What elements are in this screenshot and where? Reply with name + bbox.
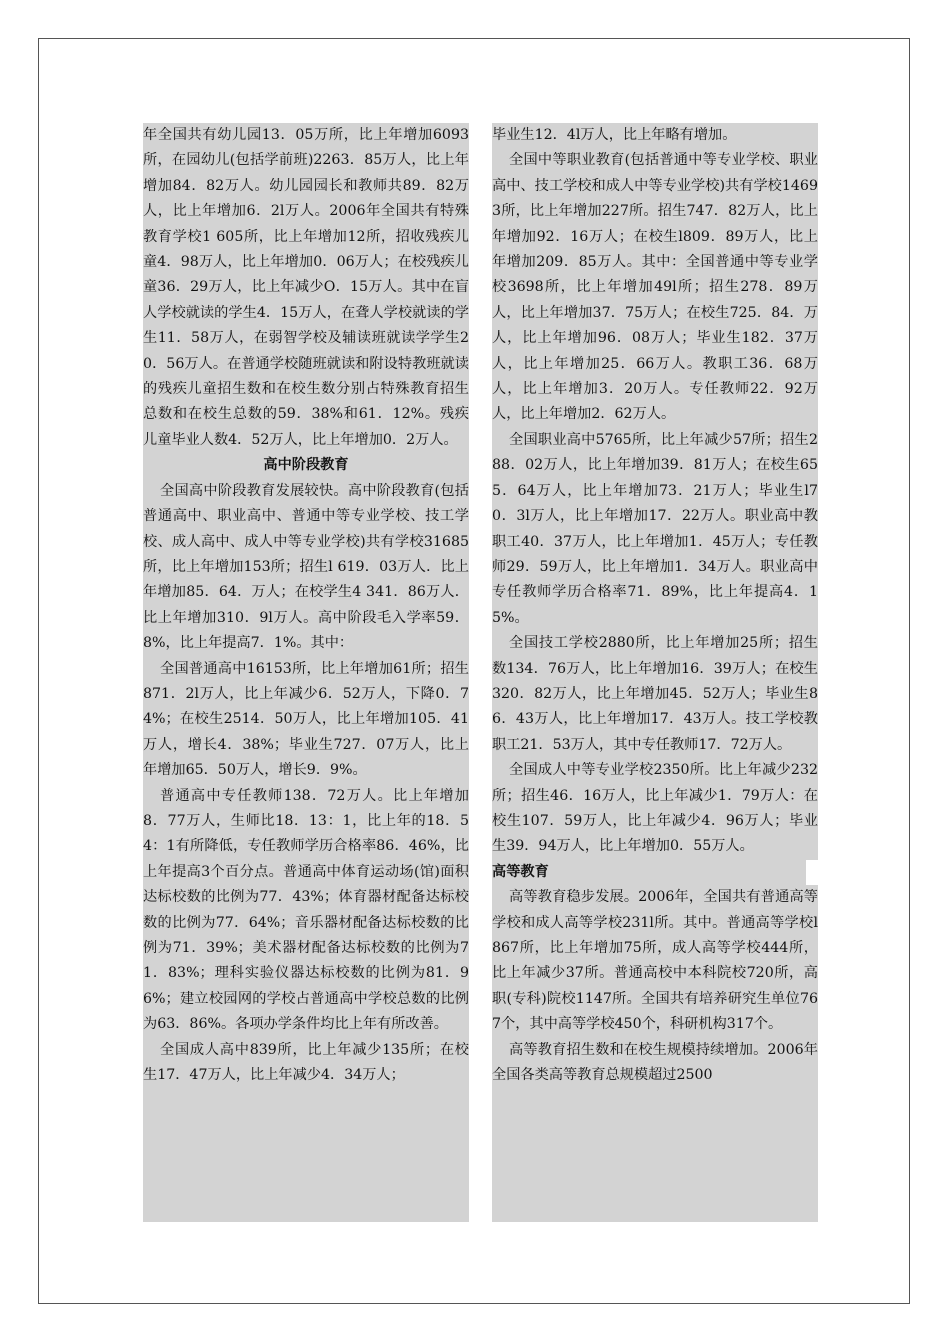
paragraph-high-school-teachers: 普通高中专任教师138．72万人。比上年增加8．77万人，生师比18．13：1，比上年的18．54：1有所降低，专任教师学历合格率86．46%，比上年提高3个百分点。普通高中体育运动场(馆)面积达标校数的比例为77．43%；体育器材配备达标校数的比例为77．64%；音乐器材配备达标校数的比例为71．39%；美术器材配备达标校数的比例为71．83%；理科实验仪器达标校数的比例为81．96%；建立校园网的学校占普通高中学校总数的比例为63．86%。各项办学条件均比上年有所改善。 bbox=[143, 787, 469, 1033]
section-heading-senior-secondary: 高中阶段教育 bbox=[263, 457, 349, 474]
right-column bbox=[492, 123, 818, 1222]
highlight-gap bbox=[806, 860, 818, 885]
section-heading-higher-education-label: 高等教育 bbox=[492, 863, 549, 880]
paragraph-adult-high-school-graduates: 毕业生12．4l万人，比上年略有增加。 bbox=[492, 127, 737, 143]
paragraph-adult-high-school: 全国成人高中839所，比上年减少135所；在校生17．47万人，比上年减少4．34万人； bbox=[143, 1041, 469, 1084]
paragraph-higher-education-overview: 高等教育稳步发展。2006年，全国共有普通高等学校和成人高等学校231l所。其中。普通高等学校l867所，比上年增加75所，成人高等学校444所，比上年减少37所。普通高校中本科院校720所，高职(专科)院校1147所。全国共有培养研究生单位767个，其中高等学校450个，科研机构317个。 bbox=[492, 889, 818, 1033]
paragraph-secondary-vocational: 全国中等职业教育(包括普通中等专业学校、职业高中、技工学校和成人中等专业学校)共有学校14693所，比上年增加227所。招生747．82万人，比上年增加92．16万人；在校生l809．89万人，比上年增加209．85万人。其中：全国普通中等专业学校3698所，比上年增加49l所；招生278．89万人，比上年增加37．75万人；在校生725．84．万人，比上年增加96．08万人；毕业生182．37万人，比上年增加25．66万人。教职工36．68万人，比上年增加3．20万人。专任教师22．92万人，比上年增加2．62万人。 bbox=[492, 152, 818, 423]
paragraph-general-high-school: 全国普通高中16153所，比上年增加61所；招生871．2l万人，比上年减少6．52万人，下降0．74%；在校生2514．50万人，比上年增加105．41万人，增长4．38%；毕业生727．07万人，比上年增加65．50万人，增长9．9%。 bbox=[143, 660, 469, 779]
paragraph-vocational-high-school: 全国职业高中5765所，比上年减少57所；招生288．02万人，比上年增加39．81万人；在校生655．64万人，比上年增加73．21万人；毕业生l70．3l万人，比上年增加17．22万人。职业高中教职工40．37万人，比上年增加1．45万人；专任教师29．59万人，比上年增加1．34万人。职业高中专任教师学历合格率71．89%，比上年提高4．15%。 bbox=[492, 431, 818, 626]
section-heading-higher-education bbox=[492, 860, 818, 885]
paragraph-adult-secondary-specialized: 全国成人中等专业学校2350所。比上年减少232所；招生46．16万人，比上年减少1．79万人：在校生107．59万人，比上年减少4．96万人；毕业生39．94万人，比上年增加0．55万人。 bbox=[492, 762, 818, 855]
left-column bbox=[143, 123, 469, 1222]
paragraph-higher-education-enrollment: 高等教育招生数和在校生规模持续增加。2006年全国各类高等教育总规模超过2500 bbox=[492, 1041, 818, 1084]
paragraph-senior-secondary-overview: 全国高中阶段教育发展较快。高中阶段教育(包括普通高中、职业高中、普通中等专业学校、技工学校、成人高中、成人中等专业学校)共有学校31685所，比上年增加153所；招生l 619．03万人．比上年增加85．64．万人；在校学生4 341．86万人．比上年增加310．9l万人。高中阶段毛入学率59．8%，比上年提高7．1%。其中： bbox=[143, 482, 469, 652]
paragraph-technical-schools: 全国技工学校2880所，比上年增加25所；招生数134．76万人，比上年增加16．39万人；在校生320．82万人，比上年增加45．52万人；毕业生86．43万人，比上年增加17．43万人。技工学校教职工21．53万人，其中专任教师17．72万人。 bbox=[492, 635, 818, 753]
paragraph-kindergarten-special-education: 年全国共有幼儿园13．05万所，比上年增加6093所，在园幼儿(包括学前班)2263．85万人，比上年增加84．82万人。幼儿园园长和教师共89．82万人，比上年增加6．2l万人。2006年全国共有特殊教育学校1 605所，比上年增加12所，招收残疾儿童4．98万人，比上年增加0．06万人；在校残疾儿童36．29万人，比上年减少O．15万人。其中在盲人学校就读的学生4．15万人，在聋人学校就读的学生11．58万人，在弱智学校及辅读班就读学学生20．56万人。在普通学校随班就读和附设特教班就读的残疾儿童招生数和在校生数分别占特殊教育招生总数和在校生总数的59．38%和61．12%。残疾儿童毕业人数4．52万人，比上年增加0．2万人。 bbox=[143, 127, 469, 448]
